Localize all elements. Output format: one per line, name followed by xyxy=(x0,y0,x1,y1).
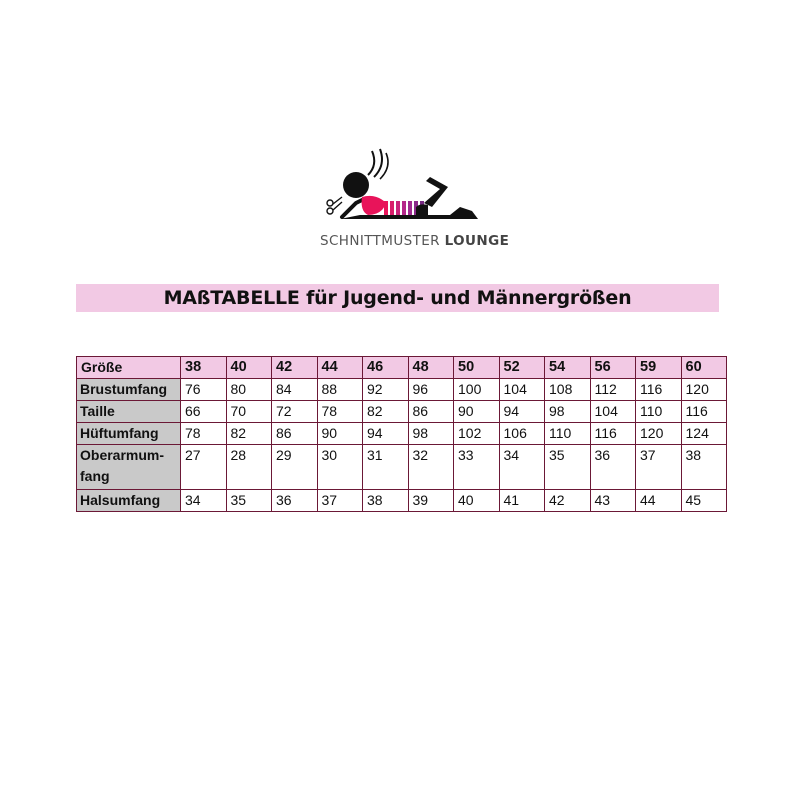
table-cell: 116 xyxy=(681,401,727,423)
table-cell: 34 xyxy=(499,445,545,490)
table-cell: 36 xyxy=(272,490,318,512)
size-header: 59 xyxy=(636,357,682,379)
table-cell: 102 xyxy=(454,423,500,445)
table-cell: 82 xyxy=(363,401,409,423)
table-cell: 42 xyxy=(545,490,591,512)
table-cell: 120 xyxy=(636,423,682,445)
table-cell: 39 xyxy=(408,490,454,512)
page-title: MAßTABELLE für Jugend- und Männergrößen xyxy=(163,287,632,309)
table-cell: 76 xyxy=(181,379,227,401)
table-cell: 37 xyxy=(317,490,363,512)
table-cell: 116 xyxy=(636,379,682,401)
size-header: 50 xyxy=(454,357,500,379)
table-cell: 120 xyxy=(681,379,727,401)
scissors-icon xyxy=(327,197,342,214)
table-cell: 35 xyxy=(545,445,591,490)
table-cell: 116 xyxy=(590,423,636,445)
table-cell: 110 xyxy=(636,401,682,423)
row-label: Hüftumfang xyxy=(77,423,181,445)
table-cell: 96 xyxy=(408,379,454,401)
table-cell: 29 xyxy=(272,445,318,490)
row-label: Brustumfang xyxy=(77,379,181,401)
row-label: Oberarmum- fang xyxy=(77,445,181,490)
table-cell: 70 xyxy=(226,401,272,423)
table-cell: 80 xyxy=(226,379,272,401)
table-cell: 104 xyxy=(590,401,636,423)
table-cell: 44 xyxy=(636,490,682,512)
table-cell: 38 xyxy=(363,490,409,512)
table-cell: 86 xyxy=(272,423,318,445)
size-header: 52 xyxy=(499,357,545,379)
table-cell: 78 xyxy=(181,423,227,445)
brand-name xyxy=(320,233,510,249)
table-cell: 98 xyxy=(408,423,454,445)
brand-name-right: LOUNGE xyxy=(444,233,510,249)
size-header: 54 xyxy=(545,357,591,379)
table-cell: 45 xyxy=(681,490,727,512)
table-row xyxy=(77,379,727,401)
table-cell: 108 xyxy=(545,379,591,401)
size-table xyxy=(76,356,727,512)
size-header: 44 xyxy=(317,357,363,379)
size-header: 48 xyxy=(408,357,454,379)
size-header: 46 xyxy=(363,357,409,379)
table-cell: 112 xyxy=(590,379,636,401)
size-header: 56 xyxy=(590,357,636,379)
row-label: Taille xyxy=(77,401,181,423)
table-cell: 30 xyxy=(317,445,363,490)
table-cell: 36 xyxy=(590,445,636,490)
size-header: 40 xyxy=(226,357,272,379)
table-row xyxy=(77,490,727,512)
table-cell: 27 xyxy=(181,445,227,490)
table-cell: 41 xyxy=(499,490,545,512)
table-cell: 32 xyxy=(408,445,454,490)
table-cell: 40 xyxy=(454,490,500,512)
table-cell: 94 xyxy=(363,423,409,445)
row-label: Halsumfang xyxy=(77,490,181,512)
table-cell: 98 xyxy=(545,401,591,423)
table-cell: 100 xyxy=(454,379,500,401)
table-cell: 35 xyxy=(226,490,272,512)
title-bar xyxy=(76,284,719,312)
table-cell: 37 xyxy=(636,445,682,490)
table-cell: 34 xyxy=(181,490,227,512)
table-cell: 33 xyxy=(454,445,500,490)
table-cell: 28 xyxy=(226,445,272,490)
table-row xyxy=(77,423,727,445)
reading-figure-icon xyxy=(320,145,490,235)
table-cell: 110 xyxy=(545,423,591,445)
table-header-row xyxy=(77,357,727,379)
table-row xyxy=(77,401,727,423)
table-cell: 82 xyxy=(226,423,272,445)
table-cell: 94 xyxy=(499,401,545,423)
table-cell: 72 xyxy=(272,401,318,423)
table-cell: 66 xyxy=(181,401,227,423)
table-cell: 43 xyxy=(590,490,636,512)
table-cell: 90 xyxy=(317,423,363,445)
brand-name-left: SCHNITTMUSTER xyxy=(320,233,440,249)
table-cell: 38 xyxy=(681,445,727,490)
size-header: 42 xyxy=(272,357,318,379)
table-cell: 31 xyxy=(363,445,409,490)
table-cell: 92 xyxy=(363,379,409,401)
header-label: Größe xyxy=(77,357,181,379)
table-cell: 124 xyxy=(681,423,727,445)
table-cell: 78 xyxy=(317,401,363,423)
brand-logo xyxy=(320,145,510,255)
table-row xyxy=(77,445,727,490)
table-cell: 88 xyxy=(317,379,363,401)
table-cell: 106 xyxy=(499,423,545,445)
size-header: 60 xyxy=(681,357,727,379)
size-header: 38 xyxy=(181,357,227,379)
table-cell: 84 xyxy=(272,379,318,401)
table-cell: 104 xyxy=(499,379,545,401)
table-cell: 90 xyxy=(454,401,500,423)
table-cell: 86 xyxy=(408,401,454,423)
